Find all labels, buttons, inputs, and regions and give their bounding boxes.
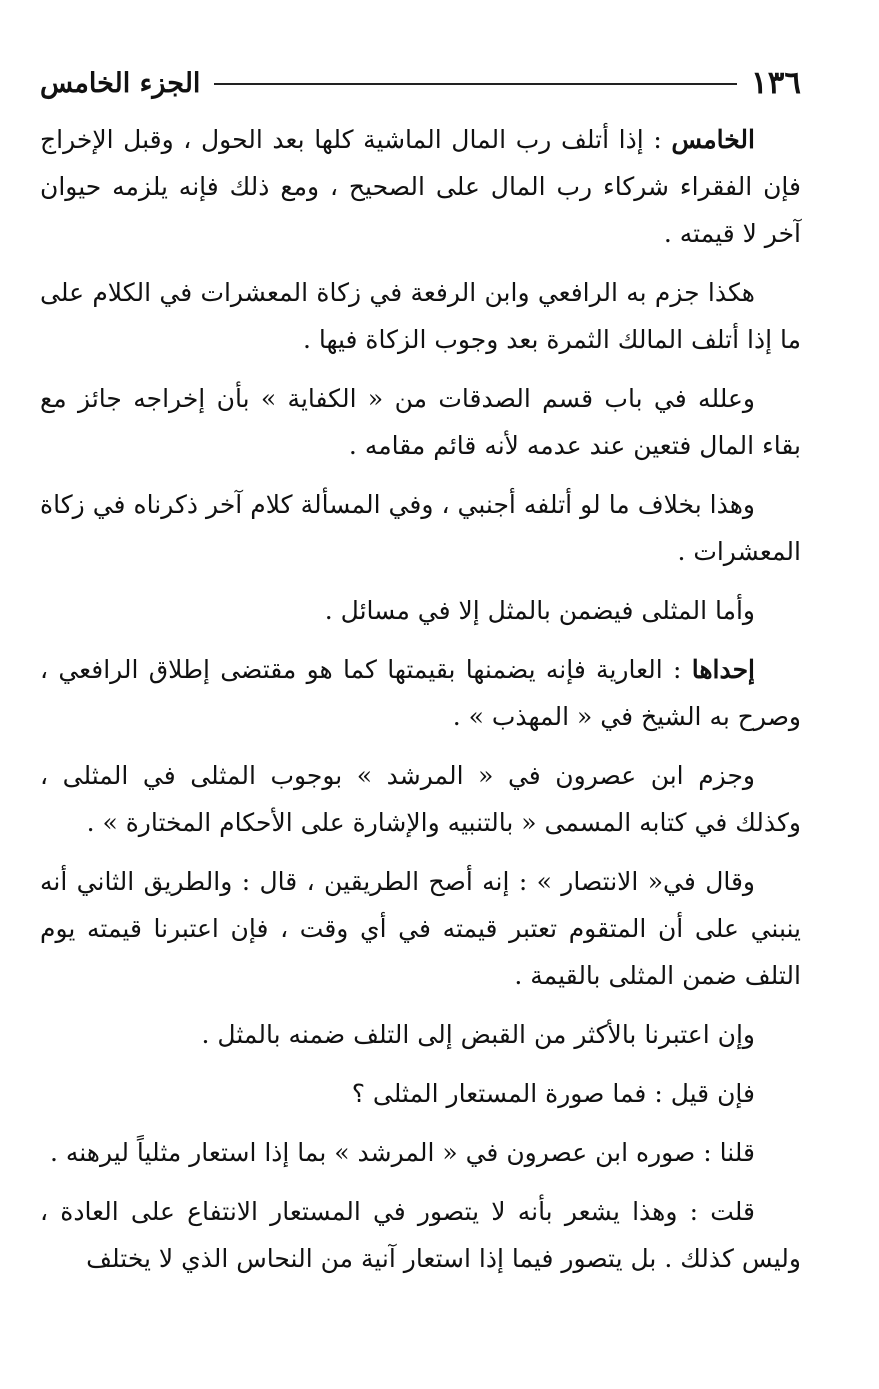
- paragraph: [40, 1011, 801, 1058]
- paragraph: [40, 481, 801, 575]
- lead-term: إحداها: [691, 655, 755, 684]
- paragraph: [40, 858, 801, 999]
- paragraph-text: قلت : وهذا يشعر بأنه لا يتصور في المستعار الانتفاع على العادة ، وليس كذلك . بل يتصور فيما إذا استعار آنية من النحاس الذي لا يختلف: [40, 1197, 801, 1273]
- paragraph-text: : إذا أتلف رب المال الماشية كلها بعد الحول ، وقبل الإخراج فإن الفقراء شركاء رب المال على الصحيح ، ومع ذلك فإنه يلزمه حيوان آخر لا قيمته .: [40, 125, 801, 248]
- paragraph: [40, 1129, 801, 1176]
- paragraph-text: وأما المثلى فيضمن بالمثل إلا في مسائل .: [324, 596, 755, 625]
- page-number: ١٣٦: [751, 64, 801, 101]
- chapter-title: الجزء الخامس: [40, 67, 201, 99]
- paragraph: [40, 1188, 801, 1282]
- paragraph-text: قلنا : صوره ابن عصرون في « المرشد » بما إذا استعار مثلياً ليرهنه .: [49, 1138, 755, 1167]
- paragraph: [40, 116, 801, 257]
- paragraph: [40, 752, 801, 846]
- paragraph-text: وعلله في باب قسم الصدقات من « الكفاية » بأن إخراجه جائز مع بقاء المال فتعين عند عدمه لأنه قائم مقامه .: [40, 384, 801, 460]
- paragraph-text: : العارية فإنه يضمنها بقيمتها كما هو مقتضى إطلاق الرافعي ، وصرح به الشيخ في « المهذب » .: [40, 655, 801, 731]
- paragraph-text: هكذا جزم به الرافعي وابن الرفعة في زكاة المعشرات في الكلام على ما إذا أتلف المالك الثمرة بعد وجوب الزكاة فيها .: [40, 278, 801, 354]
- paragraph-text: وقال في« الانتصار » : إنه أصح الطريقين ، قال : والطريق الثاني أنه ينبني على أن المتقوم تعتبر قيمته في أي وقت ، فإن اعتبرنا قيمته يوم التلف ضمن المثلى بالقيمة .: [40, 867, 801, 990]
- paragraph: [40, 1070, 801, 1117]
- paragraph: [40, 646, 801, 740]
- running-head: [40, 58, 801, 108]
- paragraph-text: فإن قيل : فما صورة المستعار المثلى ؟: [351, 1079, 755, 1108]
- paragraph-text: وجزم ابن عصرون في « المرشد » بوجوب المثلى في المثلى ، وكذلك في كتابه المسمى « بالتنبيه والإشارة على الأحكام المختارة » .: [40, 761, 801, 837]
- paragraph-text: وهذا بخلاف ما لو أتلفه أجنبي ، وفي المسألة كلام آخر ذكرناه في زكاة المعشرات .: [40, 490, 801, 566]
- lead-term: الخامس: [671, 125, 755, 154]
- body-text: [40, 116, 801, 1294]
- paragraph: [40, 269, 801, 363]
- paragraph: [40, 375, 801, 469]
- paragraph-text: وإن اعتبرنا بالأكثر من القبض إلى التلف ضمنه بالمثل .: [201, 1020, 755, 1049]
- paragraph: [40, 587, 801, 634]
- header-rule: [214, 83, 737, 85]
